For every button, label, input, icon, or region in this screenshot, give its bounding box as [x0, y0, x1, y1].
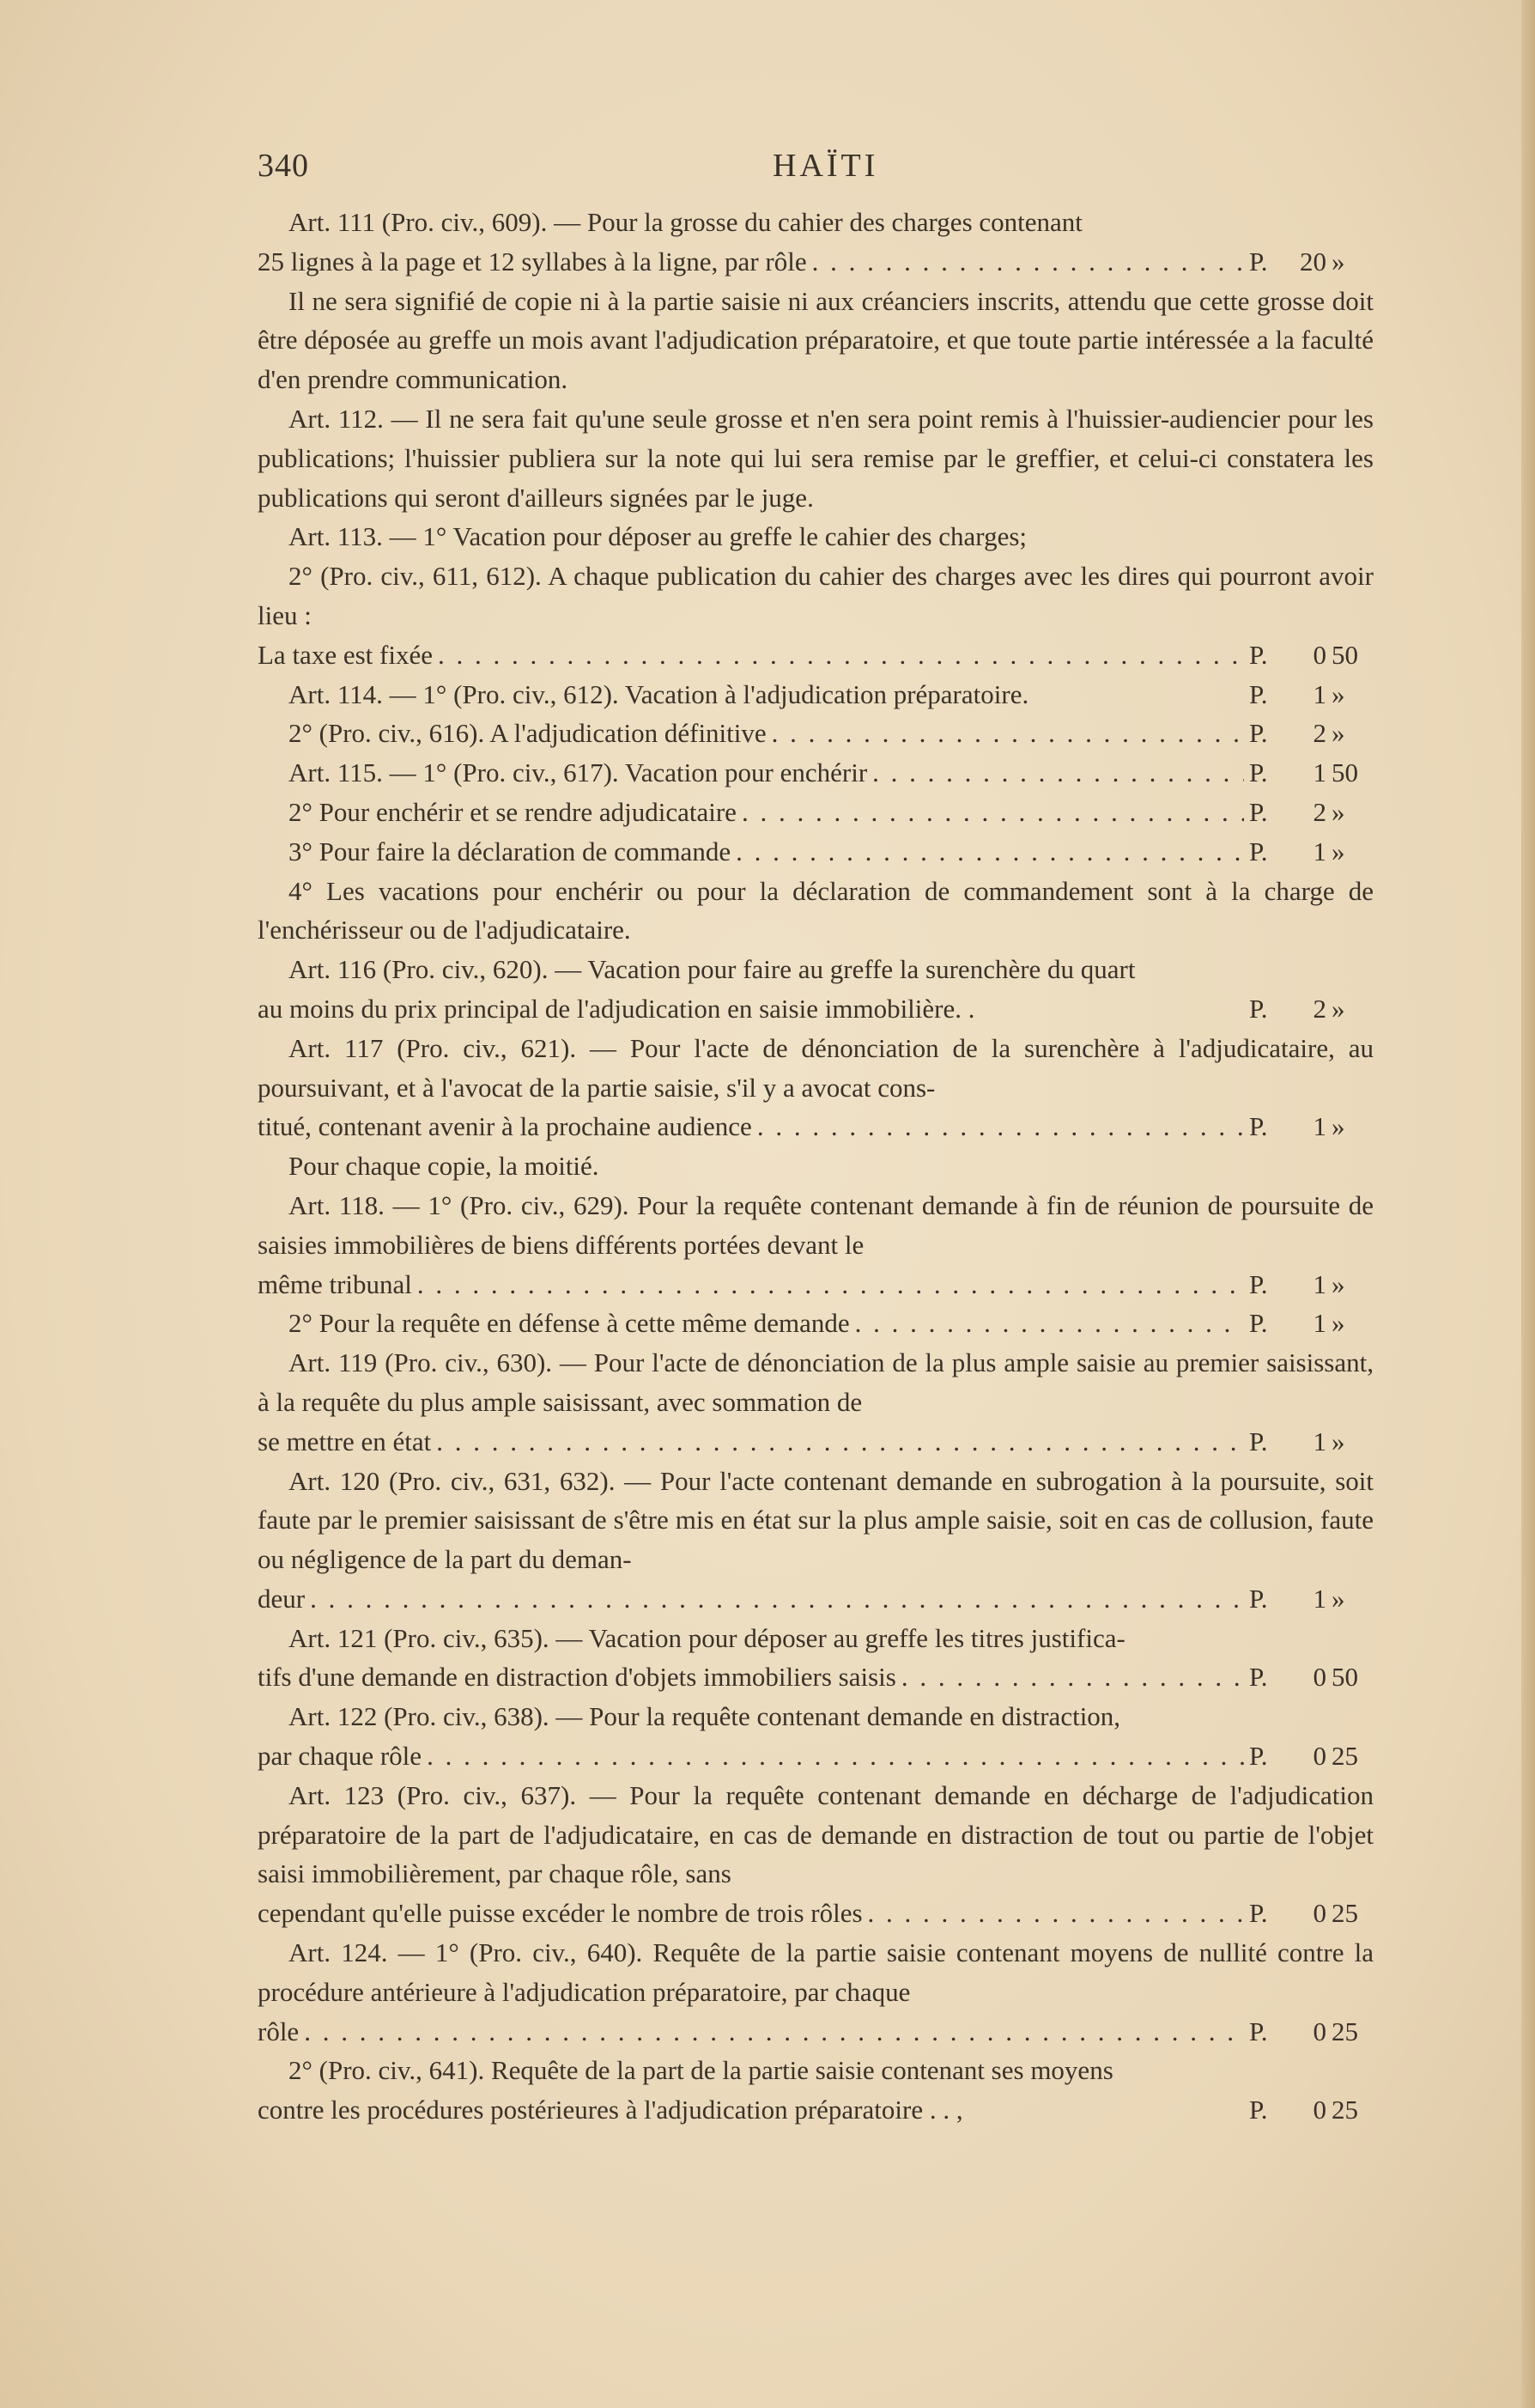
tariff-entry: 2° Pour enchérir et se rendre adjudicataire . . . P. 2 » [258, 793, 1374, 832]
tariff-entry: 2° (Pro. civ., 616). A l'adjudication définitive . . . P. 2 » [258, 714, 1374, 753]
price: P. 1 » [1249, 678, 1345, 709]
paragraph-art-113: Art. 113. — 1° Vacation pour déposer au greffe le cahier des charges; [288, 521, 1028, 552]
price: P. 1 » [1249, 1308, 1345, 1339]
paragraph: Pour chaque copie, la moitié. [288, 1151, 599, 1182]
price: P. 2 » [1249, 718, 1345, 749]
price: P. 2 » [1249, 796, 1345, 827]
paragraph-art-116: Art. 116 (Pro. civ., 620). — Vacation pour faire au greffe la surenchère du quart [288, 954, 1136, 985]
tariff-entry: tifs d'une demande en distraction d'objets immobiliers saisis . . . P. 0 50 [258, 1657, 1374, 1697]
page-number: 340 [258, 148, 309, 184]
price: P. 1 » [1249, 836, 1345, 867]
paragraph: 4° Les vacations pour enchérir ou pour la déclaration de commandement sont à la charge de l'enchérisseur ou de l'adjudicataire. [258, 875, 1374, 946]
price: P. 0 50 [1249, 639, 1358, 670]
tariff-entry: 3° Pour faire la déclaration de commande . . . P. 1 » [258, 832, 1374, 872]
tariff-entry: cependant qu'elle puisse excéder le nombre de trois rôles . . . P. 0 25 [258, 1894, 1374, 1933]
paragraph-art-122: Art. 122 (Pro. civ., 638). — Pour la requête contenant demande en distraction, [288, 1701, 1121, 1732]
paragraph-art-112: Art. 112. — Il ne sera fait qu'une seule grosse et n'en sera point remis à l'huissier-audiencier pour les publications; l'huissier publiera sur la note qui lui sera remise par le greffier, et celui-ci constatera les publications qui seront d'ailleurs signées par le juge. [258, 403, 1374, 513]
price: P. 0 25 [1249, 2095, 1358, 2125]
price: P. 1 » [1249, 1111, 1345, 1142]
tariff-entry: se mettre en état . . . P. 1 » [258, 1422, 1374, 1462]
tariff-entry: titué, contenant avenir à la prochaine audience . . . P. 1 » [258, 1107, 1374, 1146]
paragraph-art-124: Art. 124. — 1° (Pro. civ., 640). Requête de la partie saisie contenant moyens de nullité contre la procédure antérieure à l'adjudication préparatoire, par chaque [258, 1937, 1374, 2007]
price: P. 1 50 [1249, 757, 1358, 788]
tariff-entry: 2° Pour la requête en défense à cette même demande . . . P. 1 » [258, 1304, 1374, 1343]
paragraph-art-118: Art. 118. — 1° (Pro. civ., 629). Pour la requête contenant demande à fin de réunion de poursuite de saisies immobilières de biens différents portées devant le [258, 1189, 1374, 1260]
tariff-entry: par chaque rôle . . . P. 0 25 [258, 1736, 1374, 1776]
paragraph: 2° (Pro. civ., 641). Requête de la part de la partie saisie contenant ses moyens [288, 2055, 1113, 2086]
price: P. 1 » [1249, 1583, 1345, 1614]
paragraph-art-123: Art. 123 (Pro. civ., 637). — Pour la requête contenant demande en décharge de l'adjudication préparatoire de la part de l'adjudicataire, en cas de demande en distraction de tout ou partie de l'objet saisi immobilièrement, par chaque rôle, sans [258, 1779, 1374, 1889]
paragraph-art-120: Art. 120 (Pro. civ., 631, 632). — Pour l'acte contenant demande en subrogation à la poursuite, soit faute par le premier saisissant de s'être mis en état sur la plus ample saisie, soit en cas de collusion, faute ou négligence de la part du deman- [258, 1465, 1374, 1575]
tariff-entry: rôle . . . P. 0 25 [258, 2012, 1374, 2052]
price: P. 1 » [1249, 1268, 1345, 1299]
price: P. 2 » [1249, 993, 1345, 1024]
tariff-entry: au moins du prix principal de l'adjudication en saisie immobilière. . P. 2 » [258, 989, 1374, 1029]
paragraph: 2° (Pro. civ., 611, 612). A chaque publication du cahier des charges avec les dires qui pourront avoir lieu : [258, 561, 1374, 630]
tariff-entry: 25 lignes à la page et 12 syllabes à la ligne, par rôle . . . P. 20 » [258, 242, 1374, 282]
paragraph-art-111: Art. 111 (Pro. civ., 609). — Pour la grosse du cahier des charges contenant [288, 207, 1083, 237]
price: P. 0 25 [1249, 1898, 1358, 1929]
tariff-entry: contre les procédures postérieures à l'adjudication préparatoire . . , P. 0 25 [258, 2090, 1374, 2130]
price: P. 0 25 [1249, 1741, 1358, 1772]
tariff-entry: Art. 115. — 1° (Pro. civ., 617). Vacation pour enchérir . . . P. 1 50 [258, 753, 1374, 793]
tariff-entry: Art. 114. — 1° (Pro. civ., 612). Vacation à l'adjudication préparatoire. P. 1 » [258, 675, 1374, 714]
price: P. 0 50 [1249, 1662, 1358, 1693]
page-header [258, 142, 1374, 193]
tariff-entry: deur . . . P. 1 » [258, 1579, 1374, 1619]
price: P. 20 » [1249, 246, 1345, 277]
page-edge [1521, 0, 1535, 2408]
paragraph: Il ne sera signifié de copie ni à la partie saisie ni aux créanciers inscrits, attendu que cette grosse doit être déposée au greffe un mois avant l'adjudication préparatoire, et que toute partie intéressée a la faculté d'en prendre communication. [258, 285, 1374, 395]
tariff-entry: même tribunal . . . P. 1 » [258, 1265, 1374, 1304]
paragraph-art-119: Art. 119 (Pro. civ., 630). — Pour l'acte de dénonciation de la plus ample saisie au premier saisissant, à la requête du plus ample saisissant, avec sommation de [258, 1347, 1374, 1417]
price: P. 1 » [1249, 1426, 1345, 1456]
paragraph-art-121: Art. 121 (Pro. civ., 635). — Vacation pour déposer au greffe les titres justifica- [288, 1622, 1125, 1653]
tariff-entry: La taxe est fixée . . . P. 0 50 [258, 635, 1374, 675]
page-body [258, 203, 1374, 2130]
paragraph-art-117: Art. 117 (Pro. civ., 621). — Pour l'acte de dénonciation de la surenchère à l'adjudicataire, au poursuivant, et à l'avocat de la partie saisie, s'il y a avocat cons- [258, 1032, 1374, 1103]
price: P. 0 25 [1249, 2016, 1358, 2046]
running-title: HAÏTI [773, 148, 879, 184]
